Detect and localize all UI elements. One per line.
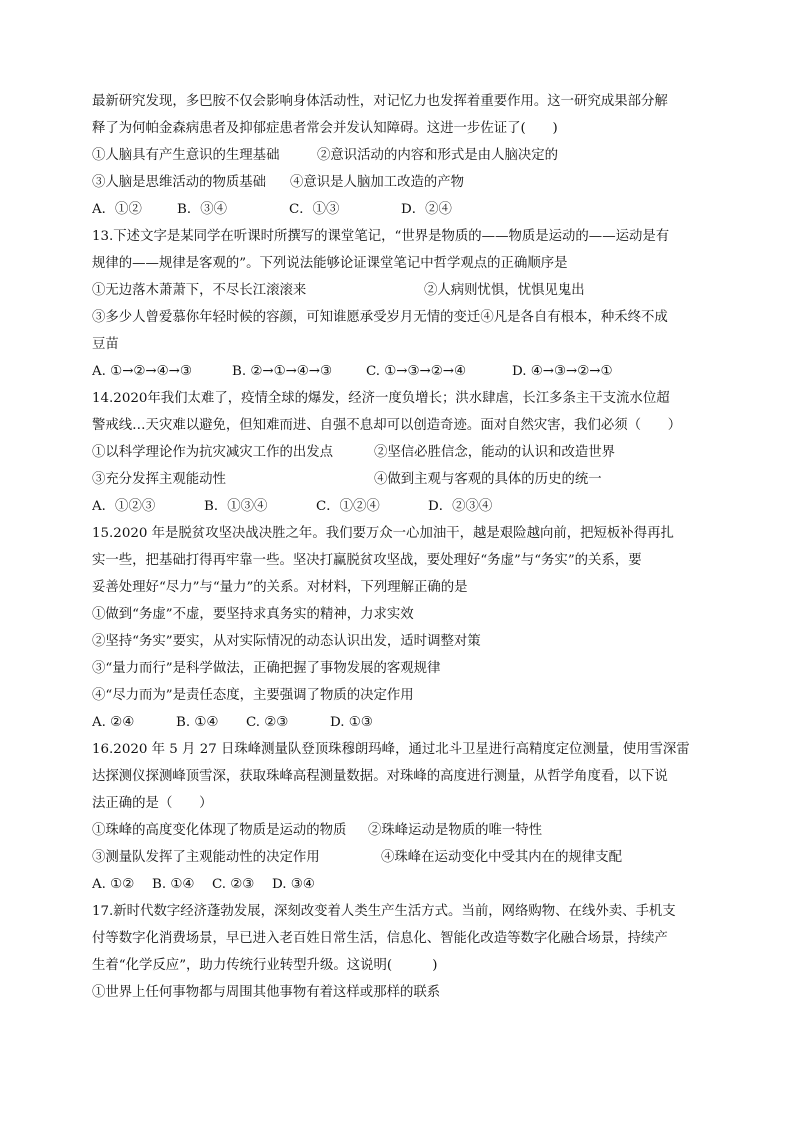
option-d: D．②④: [401, 202, 452, 217]
question-stem-line: 释了为何帕金森病患者及抑郁症患者常会并发认知障碍。这进一步佐证了( ): [92, 121, 558, 136]
question-stem-line: 妥善处理好“尽力”与“量力”的关系。对材料，下列理解正确的是: [92, 580, 468, 595]
option-b: B. ①④: [152, 877, 195, 892]
question-stem-line: 16.2020 年 5 月 27 日珠峰测量队登顶珠穆朗玛峰，通过北斗卫星进行高精度定位测量，使用雪深雷: [92, 742, 690, 757]
statement: ①珠峰的高度变化体现了物质是运动的物质: [92, 823, 347, 838]
option-b: B. ①④: [176, 715, 219, 730]
statement-row: [92, 277, 704, 304]
statement: ④做到主观与客观的具体的历史的统一: [374, 472, 602, 487]
statement: ③人脑是思维活动的物质基础: [92, 175, 267, 190]
statement-row: ③“量力而行”是科学做法，正确把握了事物发展的客观规律: [92, 661, 441, 676]
statement-row: [92, 142, 704, 169]
statement: ②人病则忧惧，忧惧见鬼出: [424, 283, 585, 298]
option-a: A．①②: [92, 202, 142, 217]
options-row: [92, 709, 704, 736]
option-d: D. ③④: [272, 877, 315, 892]
statement: ②珠峰运动是物质的唯一特性: [368, 823, 543, 838]
question-stem-line: 法正确的是（ ）: [92, 796, 213, 811]
statement-row: [92, 439, 704, 466]
option-b: B. ②→①→④→③: [232, 364, 333, 379]
option-b: B．①③④: [204, 499, 268, 514]
question-stem-line: 警戒线…天灾难以避免，但知难而进、自强不息却可以创造奇迹。面对自然灾害，我们必须（ ）: [92, 418, 682, 433]
question-stem-line: 14.2020年我们太难了，疫情全球的爆发，经济一度负增长；洪水肆虐，长江多条主干支流水位超: [92, 391, 670, 406]
exam-page: [92, 88, 704, 1006]
statement: ①人脑具有产生意识的生理基础: [92, 148, 280, 163]
question-stem-line: 付等数字化消费场景，早已进入老百姓日常生活，信息化、智能化改造等数字化融合场景，持续产: [92, 931, 668, 946]
statement-row: ③多少人曾爱慕你年轻时候的容颜，可知谁愿承受岁月无情的变迁④凡是各自有根本，种禾终不成: [92, 310, 668, 325]
statement: ④意识是人脑加工改造的产物: [290, 175, 465, 190]
question-stem-line: 13.下述文字是某同学在听课时所撰写的课堂笔记，“世界是物质的——物质是运动的——运动是有: [92, 229, 670, 244]
option-c: C. ①→③→②→④: [366, 364, 466, 379]
option-d: D. ①③: [330, 715, 373, 730]
statement-row: [92, 169, 704, 196]
options-row: [92, 493, 704, 520]
statement-row: ④“尽力而为”是责任态度，主要强调了物质的决定作用: [92, 688, 414, 703]
question-stem-line: 达探测仪探测峰顶雪深，获取珠峰高程测量数据。对珠峰的高度进行测量，从哲学角度看，以下说: [92, 769, 668, 784]
statement-row: ②坚持“务实”要实，从对实际情况的动态认识出发，适时调整对策: [92, 634, 481, 649]
statement: ①以科学理论作为抗灾减灾工作的出发点: [92, 445, 334, 460]
option-c: C．①③: [289, 202, 340, 217]
question-13: [92, 223, 704, 385]
question-17: [92, 898, 704, 1006]
statement: ②坚信必胜信念，能动的认识和改造世界: [374, 445, 616, 460]
option-c: C. ②③: [246, 715, 289, 730]
statement-row: [92, 466, 704, 493]
statement: ②意识活动的内容和形式是由人脑决定的: [317, 148, 559, 163]
statement-row: [92, 817, 704, 844]
statement: ③充分发挥主观能动性: [92, 472, 226, 487]
option-a: A. ①②: [92, 877, 135, 892]
option-a: A. ①→②→④→③: [92, 364, 192, 379]
option-b: B．③④: [177, 202, 228, 217]
statement-row: 豆苗: [92, 337, 119, 352]
option-a: A．①②③: [92, 499, 156, 514]
options-row: [92, 358, 704, 385]
question-14: [92, 385, 704, 520]
option-c: C. ②③: [212, 877, 255, 892]
question-12: [92, 88, 704, 223]
statement: ③测量队发挥了主观能动性的决定作用: [92, 850, 320, 865]
question-15: [92, 520, 704, 736]
statement: ①无边落木萧萧下，不尽长江滚滚来: [92, 283, 307, 298]
question-stem-line: 规律的——规律是客观的”。下列说法能够论证课堂笔记中哲学观点的正确顺序是: [92, 256, 568, 271]
statement-row: ①做到“务虚”不虚，要坚持求真务实的精神，力求实效: [92, 607, 414, 622]
option-c: C．①②④: [316, 499, 380, 514]
option-a: A. ②④: [92, 715, 135, 730]
statement-row: ①世界上任何事物都与周围其他事物有着这样或那样的联系: [92, 985, 441, 1000]
statement-row: [92, 844, 704, 871]
question-stem-line: 17.新时代数字经济蓬勃发展，深刻改变着人类生产生活方式。当前，网络购物、在线外卖、手机支: [92, 904, 676, 919]
question-stem-line: 最新研究发现，多巴胺不仅会影响身体活动性，对记忆力也发挥着重要作用。这一研究成果部分解: [92, 94, 668, 109]
statement: ④珠峰在运动变化中受其内在的规律支配: [381, 850, 623, 865]
option-d: D. ④→③→②→①: [512, 364, 613, 379]
options-row: [92, 196, 704, 223]
options-row: [92, 871, 704, 898]
option-d: D．②③④: [428, 499, 493, 514]
question-16: [92, 736, 704, 898]
question-stem-line: 15.2020 年是脱贫攻坚决战决胜之年。我们要万众一心加油干，越是艰险越向前，把短板补得再扎: [92, 526, 674, 541]
question-stem-line: 生着“化学反应”，助力传统行业转型升级。这说明( ): [92, 958, 438, 973]
question-stem-line: 实一些，把基础打得再牢靠一些。坚决打赢脱贫攻坚战，要处理好“务虚”与“务实”的关系，要: [92, 553, 642, 568]
